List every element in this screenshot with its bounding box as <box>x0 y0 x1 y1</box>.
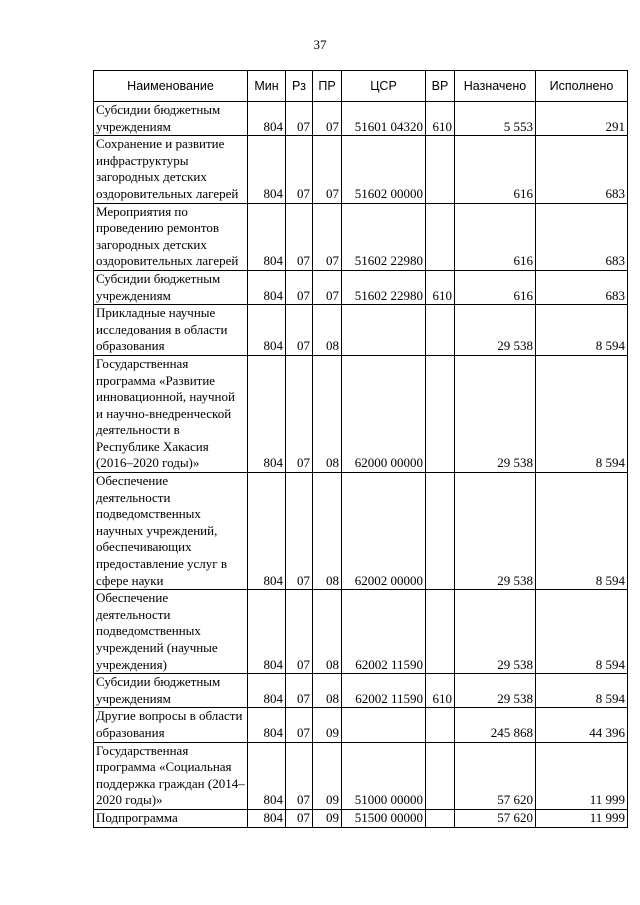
page-number: 37 <box>313 37 327 52</box>
row-executed: 683 <box>536 270 628 304</box>
header-assigned: Назначено <box>455 71 536 102</box>
header-name: Наименование <box>94 71 248 102</box>
header-row <box>94 71 628 102</box>
row-assigned: 29 538 <box>455 305 536 356</box>
row-executed: 8 594 <box>536 674 628 708</box>
row-rz: 07 <box>286 203 313 270</box>
row-name: Государственная программа «Социальная поддержка граждан (2014–2020 годы)» <box>94 742 248 809</box>
row-pr: 07 <box>313 270 342 304</box>
row-vr <box>426 708 455 742</box>
table-row <box>94 590 628 674</box>
row-pr: 08 <box>313 305 342 356</box>
row-rz: 07 <box>286 355 313 472</box>
row-name: Сохранение и развитие инфраструктуры загородных детских оздоровительных лагерей <box>94 136 248 203</box>
row-rz: 07 <box>286 305 313 356</box>
row-csr: 51602 22980 <box>342 270 426 304</box>
row-vr <box>426 305 455 356</box>
row-csr: 51602 22980 <box>342 203 426 270</box>
row-rz: 07 <box>286 136 313 203</box>
row-csr: 62002 11590 <box>342 674 426 708</box>
row-csr: 51500 00000 <box>342 809 426 827</box>
header-csr: ЦСР <box>342 71 426 102</box>
row-rz: 07 <box>286 590 313 674</box>
row-csr: 51601 04320 <box>342 102 426 136</box>
table-row <box>94 203 628 270</box>
row-rz: 07 <box>286 102 313 136</box>
table-row <box>94 270 628 304</box>
row-name: Субсидии бюджетным учреждениям <box>94 270 248 304</box>
row-executed: 8 594 <box>536 305 628 356</box>
row-executed: 8 594 <box>536 473 628 590</box>
table-row <box>94 136 628 203</box>
row-rz: 07 <box>286 708 313 742</box>
row-min: 804 <box>248 102 286 136</box>
row-vr <box>426 355 455 472</box>
row-assigned: 29 538 <box>455 674 536 708</box>
row-vr: 610 <box>426 102 455 136</box>
header-rz: Рз <box>286 71 313 102</box>
row-executed: 11 999 <box>536 742 628 809</box>
row-rz: 07 <box>286 809 313 827</box>
row-executed: 8 594 <box>536 355 628 472</box>
table-row <box>94 305 628 356</box>
row-pr: 08 <box>313 590 342 674</box>
header-executed: Исполнено <box>536 71 628 102</box>
row-vr <box>426 742 455 809</box>
row-assigned: 616 <box>455 203 536 270</box>
row-name: Субсидии бюджетным учреждениям <box>94 102 248 136</box>
row-rz: 07 <box>286 674 313 708</box>
header-min: Мин <box>248 71 286 102</box>
budget-table <box>93 70 628 828</box>
row-assigned: 29 538 <box>455 473 536 590</box>
row-assigned: 29 538 <box>455 355 536 472</box>
row-min: 804 <box>248 305 286 356</box>
table-row <box>94 102 628 136</box>
row-assigned: 57 620 <box>455 742 536 809</box>
row-csr <box>342 708 426 742</box>
row-assigned: 616 <box>455 270 536 304</box>
row-executed: 8 594 <box>536 590 628 674</box>
row-min: 804 <box>248 742 286 809</box>
row-pr: 09 <box>313 809 342 827</box>
row-csr: 51602 00000 <box>342 136 426 203</box>
row-pr: 09 <box>313 708 342 742</box>
row-min: 804 <box>248 708 286 742</box>
row-vr: 610 <box>426 270 455 304</box>
row-assigned: 5 553 <box>455 102 536 136</box>
row-vr <box>426 203 455 270</box>
row-min: 804 <box>248 136 286 203</box>
row-executed: 44 396 <box>536 708 628 742</box>
row-name: Подпрограмма <box>94 809 248 827</box>
header-pr: ПР <box>313 71 342 102</box>
row-assigned: 29 538 <box>455 590 536 674</box>
table-row <box>94 473 628 590</box>
header-vr: ВР <box>426 71 455 102</box>
row-min: 804 <box>248 590 286 674</box>
table-row <box>94 708 628 742</box>
table-row <box>94 742 628 809</box>
row-executed: 11 999 <box>536 809 628 827</box>
row-min: 804 <box>248 355 286 472</box>
row-pr: 07 <box>313 102 342 136</box>
row-name: Прикладные научные исследования в области образования <box>94 305 248 356</box>
row-assigned: 245 868 <box>455 708 536 742</box>
row-executed: 683 <box>536 203 628 270</box>
table-row <box>94 674 628 708</box>
row-pr: 07 <box>313 203 342 270</box>
row-min: 804 <box>248 473 286 590</box>
row-min: 804 <box>248 270 286 304</box>
row-pr: 07 <box>313 136 342 203</box>
row-name: Мероприятия по проведению ремонтов загородных детских оздоровительных лагерей <box>94 203 248 270</box>
row-name: Другие вопросы в области образования <box>94 708 248 742</box>
row-csr: 62002 00000 <box>342 473 426 590</box>
row-rz: 07 <box>286 473 313 590</box>
row-vr <box>426 136 455 203</box>
row-rz: 07 <box>286 742 313 809</box>
row-min: 804 <box>248 809 286 827</box>
row-executed: 291 <box>536 102 628 136</box>
row-name: Субсидии бюджетным учреждениям <box>94 674 248 708</box>
row-csr <box>342 305 426 356</box>
row-min: 804 <box>248 203 286 270</box>
row-rz: 07 <box>286 270 313 304</box>
table-row <box>94 355 628 472</box>
row-vr <box>426 809 455 827</box>
row-vr <box>426 590 455 674</box>
row-pr: 09 <box>313 742 342 809</box>
row-assigned: 57 620 <box>455 809 536 827</box>
table-row <box>94 809 628 827</box>
row-executed: 683 <box>536 136 628 203</box>
row-pr: 08 <box>313 355 342 472</box>
row-name: Обеспечение деятельности подведомственных учреждений (научные учреждения) <box>94 590 248 674</box>
row-name: Обеспечение деятельности подведомственных научных учреждений, обеспечивающих предоставление услуг в сфере науки <box>94 473 248 590</box>
row-vr <box>426 473 455 590</box>
row-name: Государственная программа «Развитие инновационной, научной и научно-внедренческой деятельности в Республике Хакасия (2016–2020 годы)» <box>94 355 248 472</box>
row-assigned: 616 <box>455 136 536 203</box>
row-pr: 08 <box>313 473 342 590</box>
row-pr: 08 <box>313 674 342 708</box>
row-csr: 62002 11590 <box>342 590 426 674</box>
row-csr: 51000 00000 <box>342 742 426 809</box>
row-vr: 610 <box>426 674 455 708</box>
row-min: 804 <box>248 674 286 708</box>
row-csr: 62000 00000 <box>342 355 426 472</box>
